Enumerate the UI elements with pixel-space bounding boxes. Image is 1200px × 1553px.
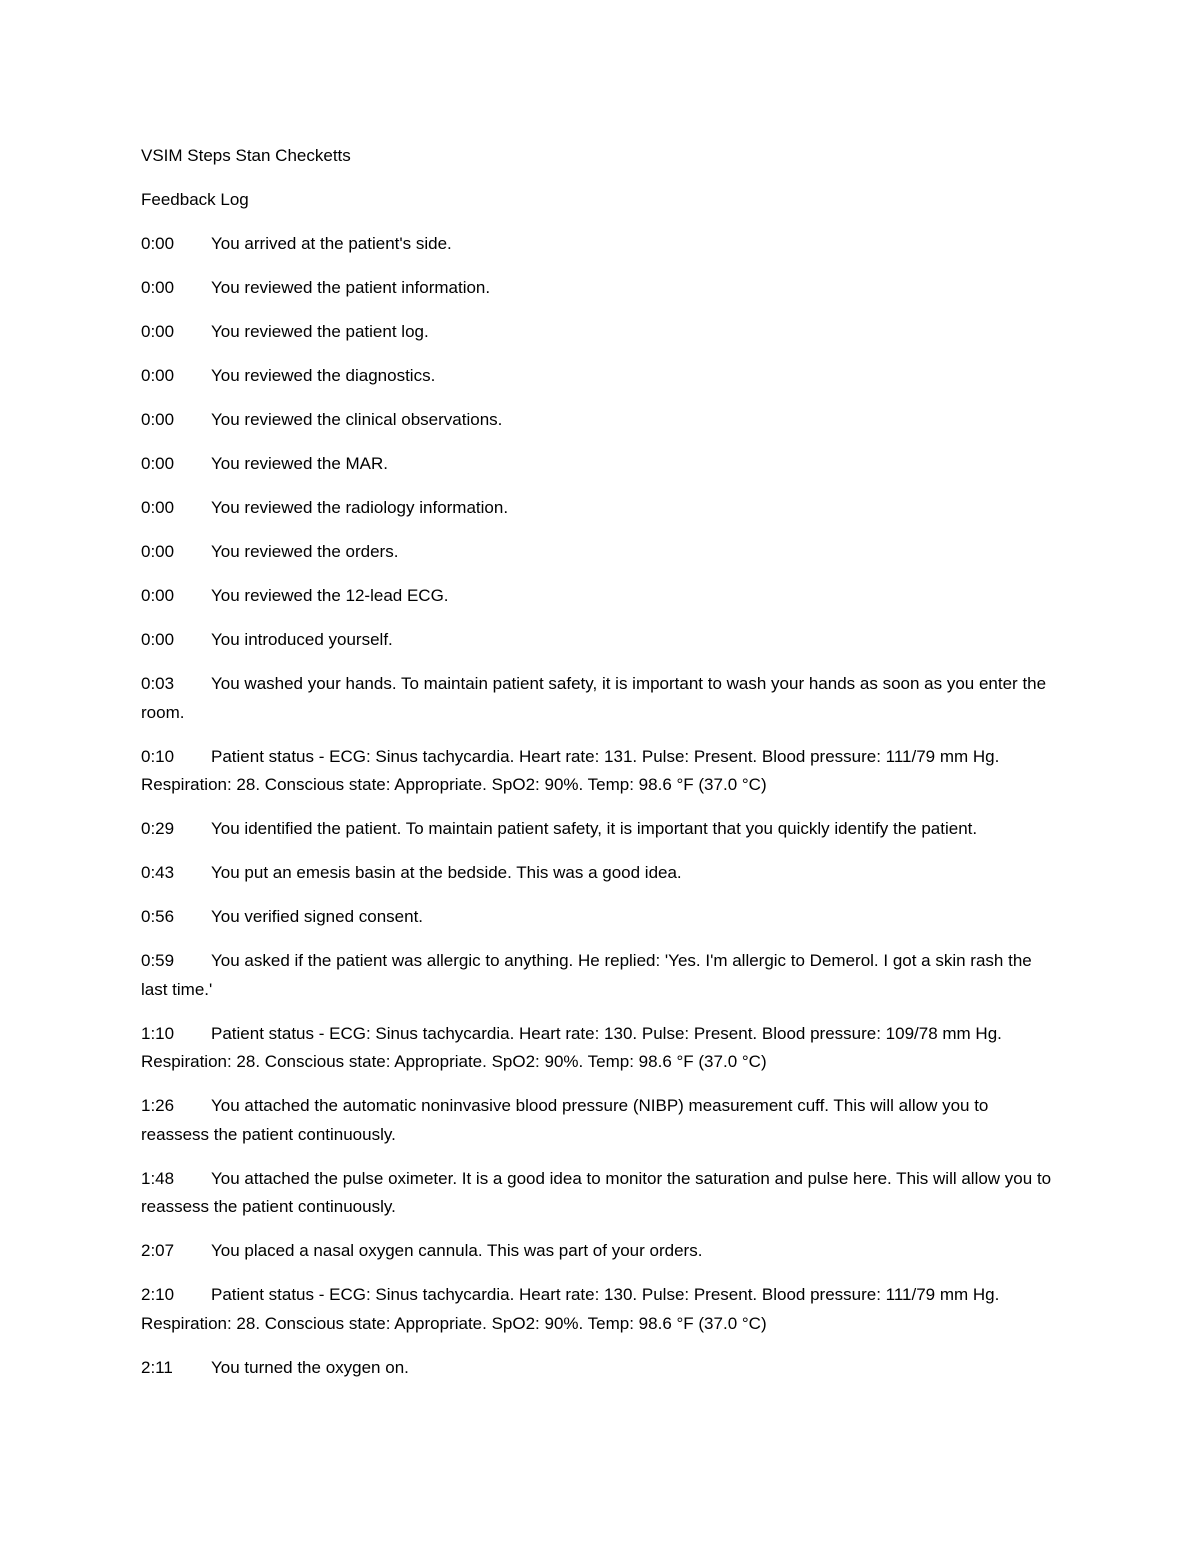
log-entry-text: Patient status - ECG: Sinus tachycardia. Heart rate: 131. Pulse: Present. Blood pressure: 111/79 mm Hg. Respiration: 28. Conscious state: Appropriate. SpO2: 90%. Temp: 98.6 °F (37.0 °C) [141, 746, 1000, 794]
log-entry-text: You washed your hands. To maintain patient safety, it is important to wash your hands as soon as you enter the room. [141, 674, 1047, 722]
log-entry-text: You reviewed the patient information. [211, 278, 491, 297]
log-entry [141, 903, 1061, 932]
log-entry-time: 0:00 [141, 454, 175, 473]
log-entry [141, 1165, 1061, 1222]
log-entry-text: You reviewed the radiology information. [211, 498, 509, 517]
log-entry-text: You put an emesis basin at the bedside. This was a good idea. [211, 863, 682, 882]
log-entry [141, 815, 1061, 844]
log-entry-time: 2:11 [141, 1357, 173, 1377]
log-entry-time: 0:56 [141, 907, 175, 926]
log-entry-time: 0:03 [141, 674, 175, 693]
log-entry [141, 1281, 1061, 1338]
log-entry-text: You reviewed the 12-lead ECG. [211, 586, 449, 605]
log-entry-time: 0:00 [141, 586, 175, 605]
log-entry [141, 362, 1061, 391]
log-entry-text: You attached the pulse oximeter. It is a good idea to monitor the saturation and pulse here. This will allow you to reassess the patient continuously. [141, 1168, 1052, 1216]
log-entry-text: You placed a nasal oxygen cannula. This was part of your orders. [211, 1241, 703, 1260]
log-entry-time: 2:10 [141, 1285, 175, 1304]
log-entry-text: You reviewed the clinical observations. [211, 410, 503, 429]
log-entry [141, 1020, 1061, 1077]
log-entry-text: You verified signed consent. [211, 907, 424, 926]
log-entry-text: You reviewed the diagnostics. [211, 366, 436, 385]
log-entry-text: You identified the patient. To maintain patient safety, it is important that you quickly identify the patient. [211, 819, 978, 838]
document-title: VSIM Steps Stan Checketts [141, 146, 351, 165]
log-entry [141, 582, 1061, 611]
log-entry [141, 1237, 1061, 1266]
log-entry-text: You asked if the patient was allergic to anything. He replied: 'Yes. I'm allergic to Demerol. I got a skin rash the last time.' [141, 951, 1032, 999]
log-entry-text: You reviewed the MAR. [211, 454, 389, 473]
log-entry-time: 0:00 [141, 498, 175, 517]
log-entry-time: 0:59 [141, 951, 175, 970]
log-entry [141, 494, 1061, 523]
log-entry-time: 0:29 [141, 819, 175, 838]
log-entry [141, 743, 1061, 800]
log-entry-time: 2:07 [141, 1241, 175, 1260]
log-entry [141, 626, 1061, 655]
document-body [141, 142, 1061, 1398]
feedback-log-list [141, 230, 1061, 1382]
log-entry [141, 947, 1061, 1004]
log-entry-time: 0:00 [141, 278, 175, 297]
log-entry-text: You introduced yourself. [211, 630, 393, 649]
log-entry-text: You attached the automatic noninvasive blood pressure (NIBP) measurement cuff. This will allow you to reassess the patient continuously. [141, 1096, 989, 1144]
document-subtitle: Feedback Log [141, 190, 249, 209]
log-entry [141, 406, 1061, 435]
log-entry-time: 0:00 [141, 542, 175, 561]
log-entry-time: 1:26 [141, 1096, 175, 1115]
log-entry-time: 0:43 [141, 863, 175, 882]
log-entry [141, 859, 1061, 888]
log-entry-text: You arrived at the patient's side. [211, 234, 452, 253]
log-entry-time: 0:00 [141, 630, 175, 649]
log-entry [141, 318, 1061, 347]
log-entry-time: 1:48 [141, 1168, 175, 1188]
log-entry-time: 0:00 [141, 234, 175, 253]
log-entry-text: You reviewed the patient log. [211, 322, 429, 341]
log-entry [141, 1092, 1061, 1149]
log-entry-time: 0:00 [141, 410, 175, 429]
log-entry-text: Patient status - ECG: Sinus tachycardia. Heart rate: 130. Pulse: Present. Blood pressure: 109/78 mm Hg. Respiration: 28. Conscious state: Appropriate. SpO2: 90%. Temp: 98.6 °F (37.0 °C) [141, 1023, 1002, 1071]
log-entry-text: You reviewed the orders. [211, 542, 399, 561]
log-entry-text: You turned the oxygen on. [211, 1357, 409, 1377]
log-entry [141, 230, 1061, 259]
log-entry-time: 1:10 [141, 1023, 175, 1043]
log-entry [141, 538, 1061, 567]
log-entry [141, 274, 1061, 303]
log-entry [141, 670, 1061, 727]
log-entry-time: 0:00 [141, 322, 175, 341]
log-entry [141, 1354, 1061, 1383]
log-entry-time: 0:00 [141, 366, 175, 385]
log-entry [141, 450, 1061, 479]
log-entry-time: 0:10 [141, 746, 175, 766]
log-entry-text: Patient status - ECG: Sinus tachycardia. Heart rate: 130. Pulse: Present. Blood pressure: 111/79 mm Hg. Respiration: 28. Conscious state: Appropriate. SpO2: 90%. Temp: 98.6 °F (37.0 °C) [141, 1285, 1000, 1333]
